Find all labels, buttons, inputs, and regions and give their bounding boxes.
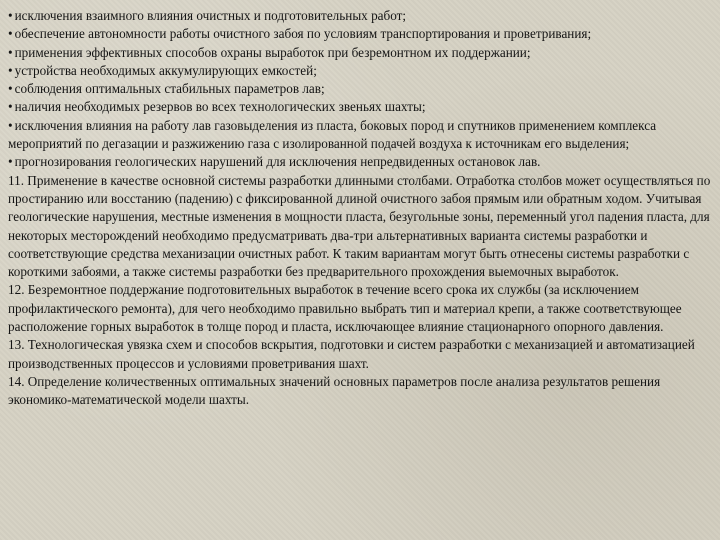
bullet-text: соблюдения оптимальных стабильных параметров лав; <box>14 81 325 97</box>
bullet-item <box>8 117 712 154</box>
bullet-text: исключения влияния на работу лав газовыделения из пласта, боковых пород и спутников применением комплекса мероприятий по дегазации и разжижению газа с изолированной подачей воздуха к источникам его выделения; <box>8 117 657 152</box>
bullet-icon: • <box>8 8 13 23</box>
bullet-item <box>8 25 712 43</box>
numbered-paragraph-14: 14. Определение количественных оптимальных значений основных параметров после анализа результатов решения экономико-математической модели шахты. <box>8 373 661 408</box>
bullet-item <box>8 98 712 116</box>
bullet-item <box>8 44 712 62</box>
bullet-text: исключения взаимного влияния очистных и подготовительных работ; <box>14 8 407 23</box>
slide-text-body <box>8 7 712 410</box>
bullet-item <box>8 80 712 98</box>
bullet-icon: • <box>8 81 13 97</box>
bullet-item <box>8 7 712 25</box>
bullet-icon: • <box>8 154 13 170</box>
bullet-text: наличия необходимых резервов во всех технологических звеньях шахты; <box>14 99 426 115</box>
bullet-text: обеспечение автономности работы очистного забоя по условиям транспортирования и проветривания; <box>14 26 592 42</box>
numbered-paragraph-13: 13. Технологическая увязка схем и способов вскрытия, подготовки и систем разработки с механизацией и автоматизацией производственных процессов и условиями проветривания шахт. <box>8 337 695 371</box>
bullet-text: устройства необходимых аккумулирующих емкостей; <box>14 62 317 78</box>
numbered-paragraph-12: 12. Безремонтное поддержание подготовительных выработок в течение всего срока их службы (за исключением профилактического ремонта), для чего необходимо правильно выбрать тип и материал крепи, а также соответствующее расположение горных выработок в толще пород и пласта, исключающее влияние стационарного опорного давления. <box>8 282 682 335</box>
numbered-paragraph-11: 11. Применение в качестве основной системы разработки длинными столбами. Отработка столбов может осуществляться по простиранию или восстанию (падению) с фиксированной длиной очистного забоя прямым или обратным ходом. Учитывая геологические нарушения, местные изменения в мощности пласта, безугольные зоны, переменный угол падения пласта, для некоторых месторождений необходимо предусматривать два-три альтернативных варианта системы разработки и соответствующие средства механизации очистных работ. К таким вариантам могут быть отнесены системы разработки с короткими забоями, а также системы разработки без предварительного прохождения выемочных выработок. <box>8 172 711 280</box>
bullet-icon: • <box>8 44 13 60</box>
bullet-icon: • <box>8 117 13 133</box>
bullet-item <box>8 62 712 80</box>
bullet-text: применения эффективных способов охраны выработок при безремонтном их поддержании; <box>14 44 531 60</box>
bullet-icon: • <box>8 62 13 78</box>
bullet-icon: • <box>8 26 13 42</box>
bullet-item <box>8 153 712 171</box>
bullet-text: прогнозирования геологических нарушений для исключения непредвиденных остановок лав. <box>14 154 541 170</box>
bullet-icon: • <box>8 99 13 115</box>
